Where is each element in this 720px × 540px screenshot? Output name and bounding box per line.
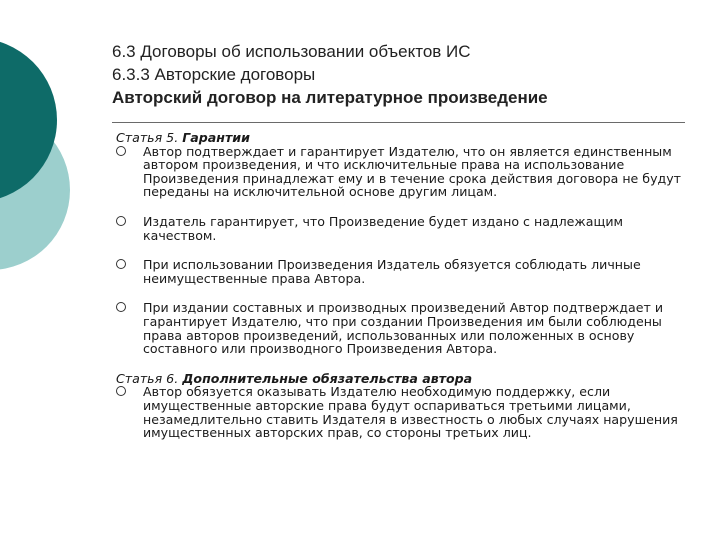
circle-bullet-icon	[116, 386, 126, 396]
header-line-3: Авторский договор на литературное произведение	[112, 88, 548, 107]
list-item-text: Автор подтверждает и гарантирует Издателю, что он является единственным автором произведения, и что исключительные права на использование Произведения принадлежат ему и в течение срока действия договора не будут переданы на исключительной основе другим лицам.	[143, 143, 682, 200]
list-item	[116, 385, 696, 439]
slide-header	[112, 40, 692, 109]
list-item-text: При использовании Произведения Издатель обязуется соблюдать личные неимущественные права Автора.	[143, 257, 641, 286]
header-line-1: 6.3 Договоры об использовании объектов ИС	[112, 42, 471, 61]
article-6-title: Дополнительные обязательства автора	[182, 370, 473, 386]
article-5-heading	[116, 131, 696, 145]
decorative-circles	[0, 0, 120, 300]
header-line-2: 6.3.3 Авторские договоры	[112, 65, 316, 84]
list-item-text: Издатель гарантирует, что Произведение будет издано с надлежащим качеством.	[143, 213, 624, 243]
slide-body	[116, 131, 696, 440]
circle-bullet-icon	[116, 259, 126, 269]
list-item-text: При издании составных и производных произведений Автор подтверждает и гарантирует Издателю, что при создании Произведения им были соблюдены права авторов произведений, использованных или положенных в основу составного или производного Произведения Автора.	[143, 300, 664, 357]
list-item	[116, 215, 696, 242]
list-item	[116, 258, 696, 285]
article-5-title: Гарантии	[182, 130, 250, 145]
circle-bullet-icon	[116, 302, 126, 312]
article-5-number: Статья 5.	[116, 130, 179, 145]
circle-bullet-icon	[116, 146, 126, 156]
article-6-heading	[116, 372, 696, 386]
circle-bullet-icon	[116, 216, 126, 226]
article-6-number: Статья 6.	[116, 370, 179, 386]
header-divider	[112, 122, 685, 123]
list-item	[116, 145, 696, 199]
list-item-text: Автор обязуется оказывать Издателю необходимую поддержку, если имущественные авторские права будут оспариваться третьими лицами, незамедлительно ставить Издателя в известность о любых случаях нарушения имущественных авторских прав, со стороны третьих лиц.	[143, 384, 678, 441]
list-item	[116, 301, 696, 355]
